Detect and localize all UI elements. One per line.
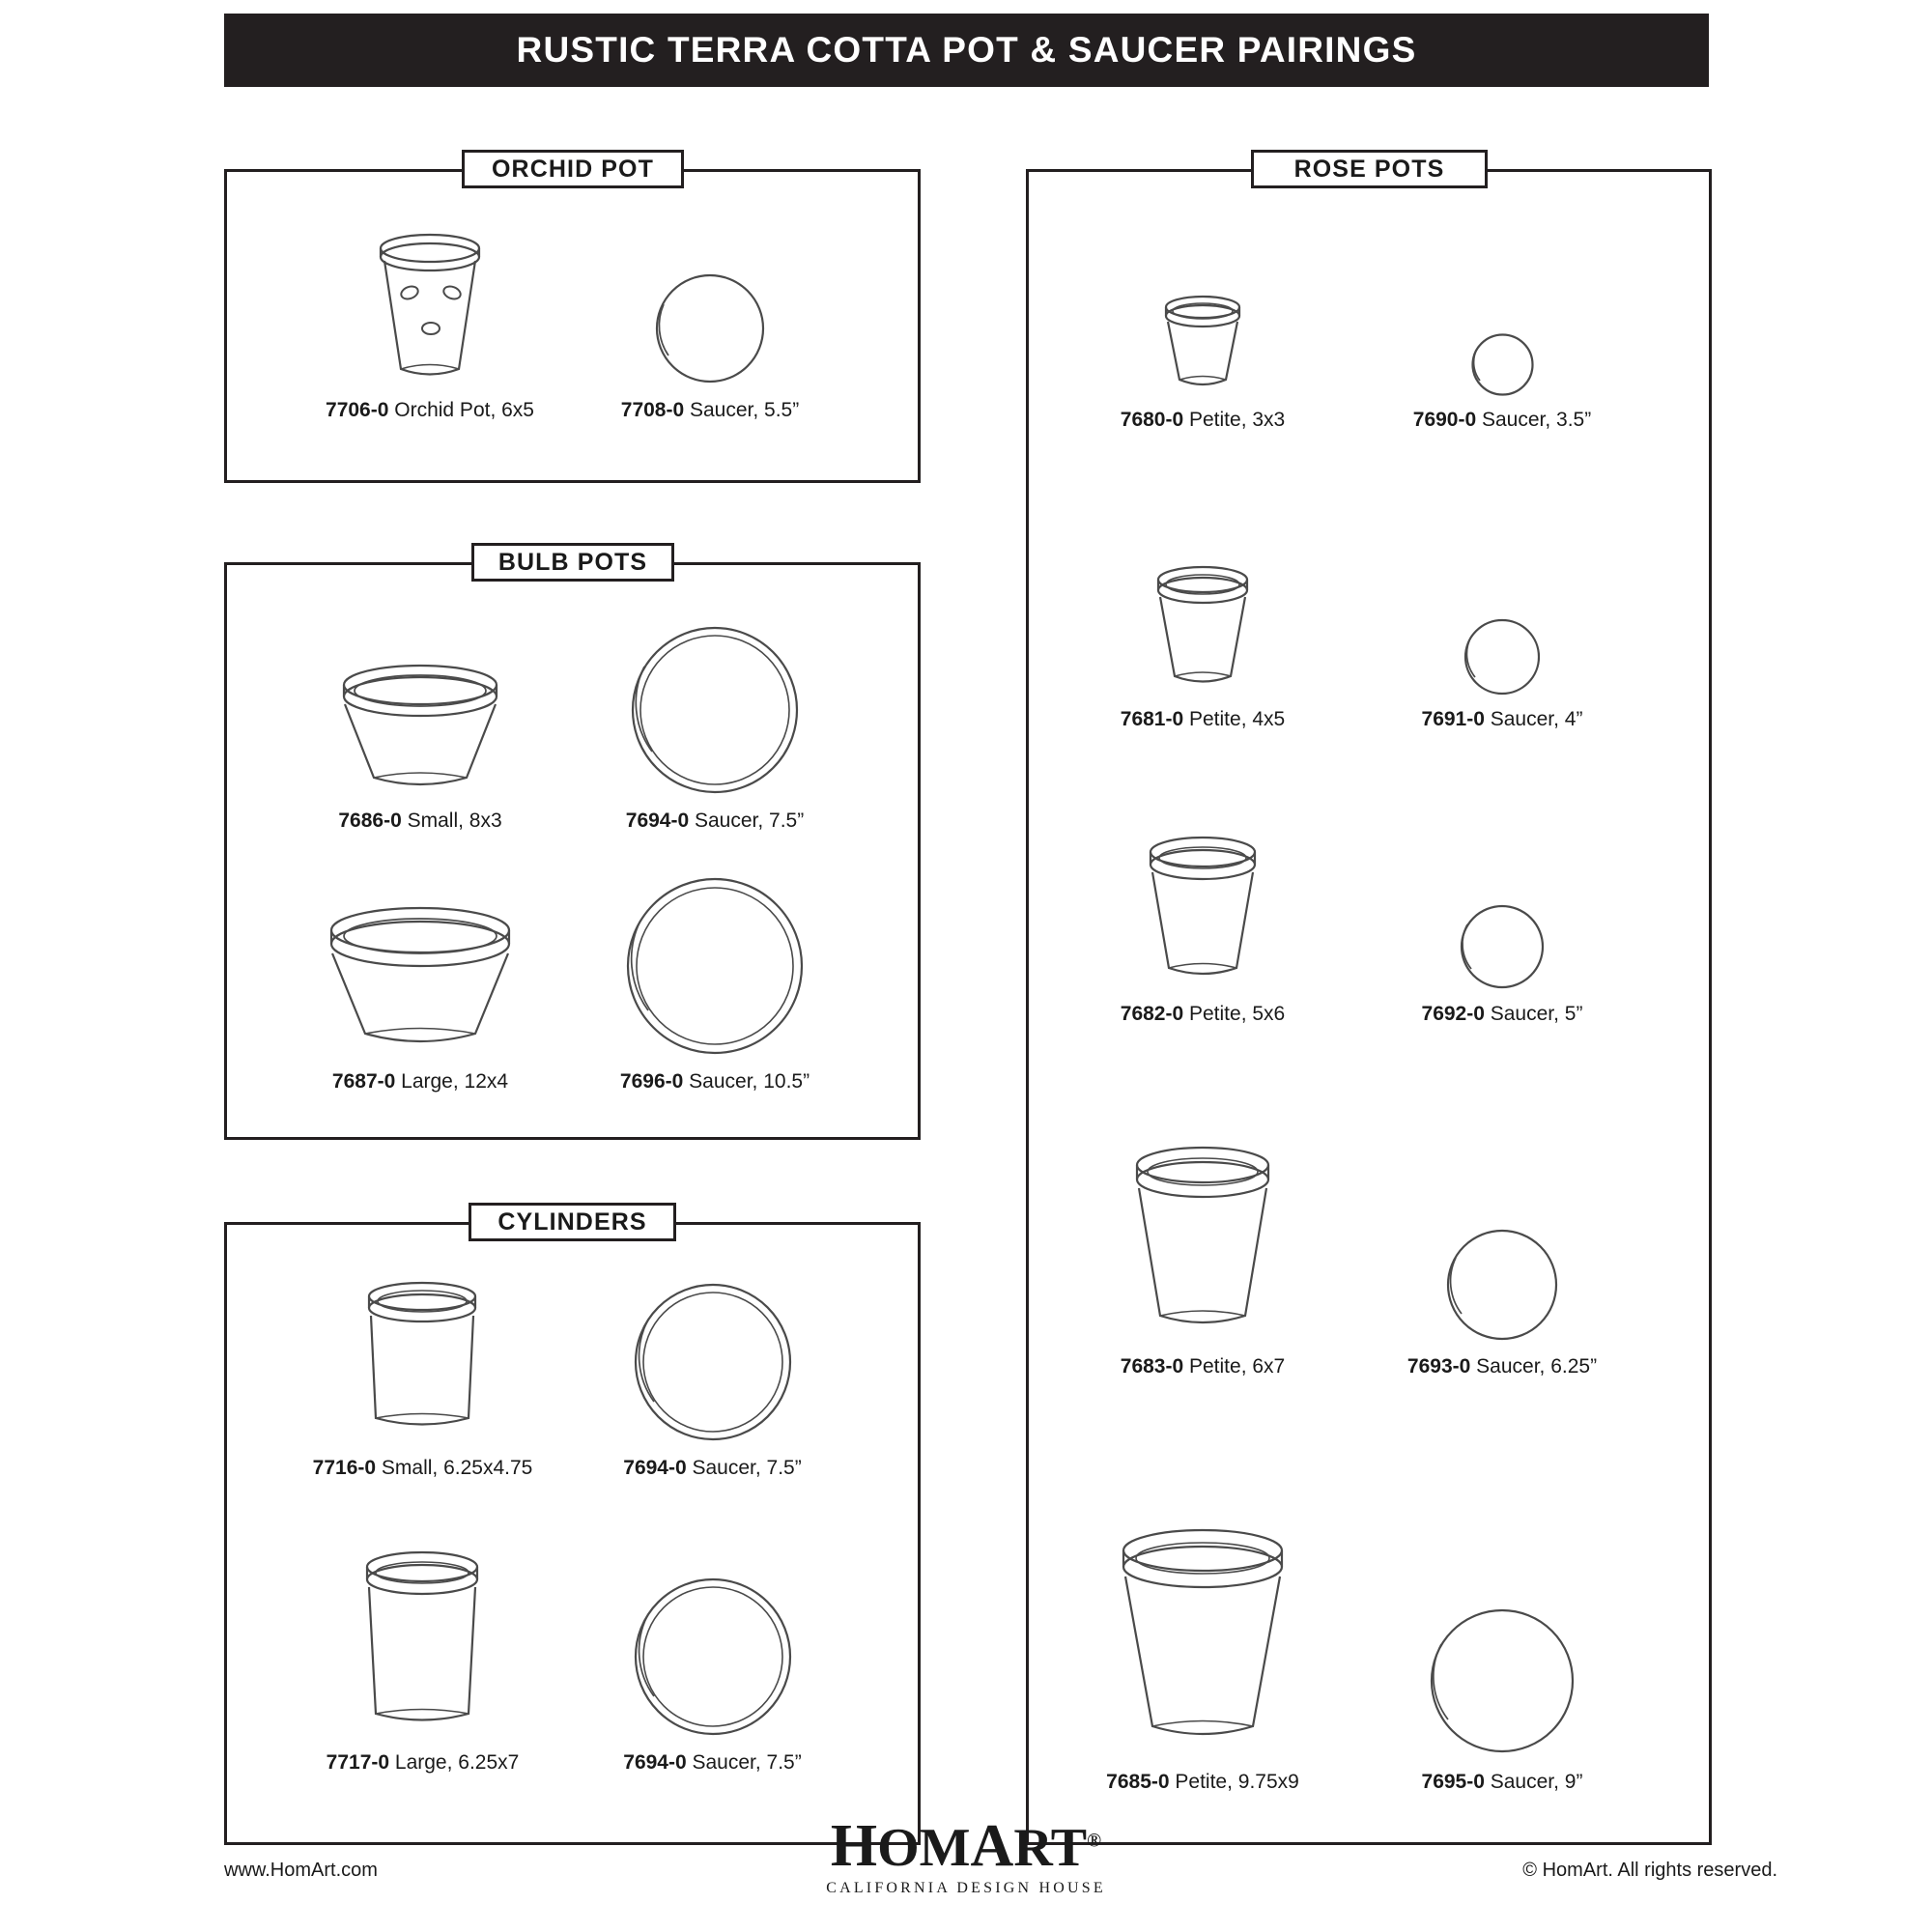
rose-pot-illustration [1114,1125,1293,1348]
item-sku: 7690-0 [1412,409,1477,431]
item-7706-0 [290,217,570,422]
item-sku: 7685-0 [1106,1771,1170,1793]
item-desc: Saucer, 5.5” [690,399,800,421]
item-desc: Orchid Pot, 6x5 [394,399,534,421]
item-7685-0 [1053,1502,1352,1794]
saucer-illustration [1420,1502,1584,1763]
item-sku: 7695-0 [1421,1771,1485,1793]
footer-copyright: © HomArt. All rights reserved. [1522,1860,1777,1881]
item-desc: Large, 12x4 [401,1070,509,1093]
saucer-illustration [647,217,773,391]
saucer-illustration [1439,1125,1565,1348]
saucer-icon [623,618,807,802]
saucer-icon [618,869,811,1063]
cylinder-illustration [348,1261,497,1449]
section-label-orchid-pot: ORCHID POT [462,150,684,188]
registered-trademark-icon: ® [1087,1830,1102,1852]
rose-pot-illustration [1099,1502,1307,1763]
item-7686-0 [275,618,565,833]
item-caption [1422,1003,1583,1026]
rose-pot-icon [1130,831,1275,995]
item-sku: 7687-0 [331,1070,396,1093]
rose-pot-icon [1150,290,1256,401]
item-7716-0 [280,1261,565,1480]
item-caption [1121,708,1285,731]
saucer-icon [1459,613,1546,700]
item-7717-0 [280,1536,565,1775]
saucer-icon [1420,1599,1584,1763]
brand-logo-a: A [970,1813,1014,1879]
item-desc: Saucer, 6.25” [1476,1355,1598,1378]
item-caption [1121,1355,1285,1378]
brand-logo-rt: RT [1013,1818,1088,1878]
rose-pot-icon [1140,560,1265,700]
rose-pot-illustration [1140,546,1265,700]
item-sku: 7693-0 [1406,1355,1471,1378]
item-7695-0 [1352,1502,1652,1794]
item-desc: Saucer, 7.5” [692,1457,802,1479]
saucer-illustration [626,1550,800,1744]
brand-logo-h: H [830,1813,878,1879]
item-caption [313,1457,533,1480]
bulb-pot-illustration [319,618,522,802]
item-caption [327,1751,520,1775]
saucer-icon [1466,328,1539,401]
brand-logo-om: OM [877,1818,971,1878]
bulb-pot-large-icon [309,903,531,1063]
item-7693-0 [1352,1125,1652,1378]
item-sku: 7694-0 [623,1457,687,1479]
item-caption [623,1457,801,1480]
rose-pot-illustration [1150,266,1256,401]
item-caption [1106,1771,1299,1794]
item-sku: 7694-0 [623,1751,687,1774]
saucer-illustration [618,850,811,1063]
item-7694-0-bulb [570,599,860,833]
saucer-icon [626,1275,800,1449]
rose-pot-illustration [1130,816,1275,995]
item-desc: Large, 6.25x7 [394,1751,520,1774]
item-desc: Saucer, 7.5” [692,1751,802,1774]
item-sku: 7717-0 [326,1751,390,1774]
item-7694-0-cyl-small [570,1261,855,1480]
item-7696-0 [570,850,860,1094]
item-7682-0 [1053,816,1352,1026]
item-caption [338,810,501,833]
orchid-pot-icon [353,222,507,391]
item-caption [1422,708,1583,731]
page-header-bar [224,14,1709,87]
saucer-icon [1439,1222,1565,1348]
item-desc: Saucer, 10.5” [689,1070,810,1093]
saucer-illustration [1454,816,1550,995]
item-sku: 7681-0 [1120,708,1184,730]
item-caption [626,810,804,833]
item-7683-0 [1053,1125,1352,1378]
item-7680-0 [1053,266,1352,432]
item-sku: 7683-0 [1120,1355,1184,1378]
item-desc: Small, 6.25x4.75 [381,1457,533,1479]
item-sku: 7682-0 [1120,1003,1184,1025]
rose-pot-icon [1099,1521,1307,1763]
page-title: RUSTIC TERRA COTTA POT & SAUCER PAIRINGS [516,30,1417,70]
item-7687-0 [275,869,565,1094]
saucer-illustration [623,599,807,802]
saucer-icon [647,266,773,391]
footer-website[interactable]: www.HomArt.com [224,1860,378,1881]
section-label-bulb-pots: BULB POTS [471,543,674,582]
saucer-icon [1454,898,1550,995]
bulb-pot-small-icon [319,662,522,802]
item-sku: 7696-0 [619,1070,684,1093]
saucer-illustration [626,1261,800,1449]
item-caption [620,1070,810,1094]
saucer-illustration [1466,266,1539,401]
item-desc: Small, 8x3 [407,810,502,832]
brand-logo [826,1813,1106,1897]
item-desc: Petite, 4x5 [1189,708,1286,730]
item-caption [1422,1771,1583,1794]
item-sku: 7691-0 [1421,708,1485,730]
rose-pot-icon [1114,1140,1293,1348]
item-7694-0-cyl-large [570,1550,855,1775]
item-7690-0 [1352,266,1652,432]
cylinder-large-icon [343,1546,502,1744]
item-caption [1121,1003,1285,1026]
cylinder-small-icon [348,1275,497,1449]
orchid-pot-illustration [353,217,507,391]
bulb-pot-illustration [309,869,531,1063]
item-desc: Saucer, 4” [1490,708,1583,730]
item-caption [621,399,799,422]
item-caption [332,1070,508,1094]
saucer-icon [626,1570,800,1744]
item-sku: 7708-0 [620,399,685,421]
item-sku: 7706-0 [326,399,389,421]
item-7681-0 [1053,546,1352,731]
cylinder-illustration [343,1536,502,1744]
item-sku: 7692-0 [1421,1003,1485,1025]
brand-logo-wordmark [826,1813,1106,1879]
brand-logo-tagline: CALIFORNIA DESIGN HOUSE [826,1880,1106,1896]
saucer-illustration [1459,546,1546,700]
item-caption [1121,409,1285,432]
item-sku: 7686-0 [338,810,402,832]
item-desc: Saucer, 3.5” [1482,409,1592,431]
item-caption [1407,1355,1597,1378]
item-sku: 7694-0 [625,810,690,832]
item-sku: 7680-0 [1120,409,1184,431]
item-sku: 7716-0 [312,1457,377,1479]
section-label-cylinders: CYLINDERS [469,1203,676,1241]
section-label-rose-pots: ROSE POTS [1251,150,1488,188]
item-desc: Saucer, 9” [1490,1771,1583,1793]
item-desc: Petite, 3x3 [1189,409,1286,431]
item-caption [326,399,534,422]
item-desc: Saucer, 7.5” [695,810,805,832]
item-desc: Saucer, 5” [1490,1003,1583,1025]
item-caption [623,1751,801,1775]
item-7692-0 [1352,816,1652,1026]
item-desc: Petite, 6x7 [1189,1355,1286,1378]
item-desc: Petite, 9.75x9 [1175,1771,1299,1793]
item-7708-0 [570,217,850,422]
item-caption [1413,409,1591,432]
item-7691-0 [1352,546,1652,731]
item-desc: Petite, 5x6 [1189,1003,1286,1025]
